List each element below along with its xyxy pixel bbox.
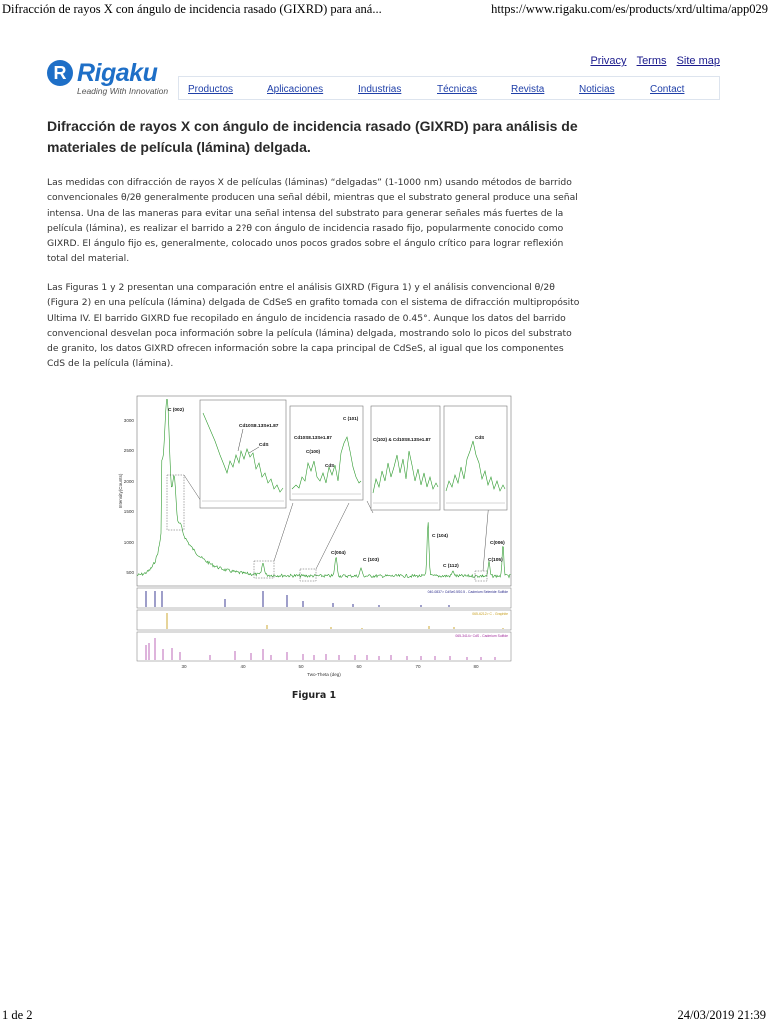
inset-b-label: Cd10S8.13Se1.87 — [294, 435, 332, 440]
x-tick: 70 — [415, 664, 421, 669]
nav-item-tecnicas[interactable]: Técnicas — [437, 84, 478, 95]
nav-item-productos[interactable]: Productos — [188, 84, 234, 95]
logo-mark-letter: R — [53, 63, 67, 83]
figure-caption: Figura 1 — [291, 690, 337, 701]
paragraph-intro: Las medidas con difracción de rayos X de películas (láminas) “delgadas” (1-1000 nm) usando métodos de barrido convencionales θ/2θ generalmente producen una señal débil, mientras que el substrato general produce una señal intensa. Una de las maneras para evitar una señal intensa del substrato para generar señales más fuertes de la película (lámina), es realizar el barrido a 2?θ con ángulo de incidencia rasado fijo, popularmente conocido como GIXRD. El ángulo fijo es, generalmente, colocado unos pocos grados sobre el ángulo crítico para lograr reflexión total del material. — [47, 177, 578, 265]
paragraph-comparison: Las Figuras 1 y 2 presentan una comparación entre el análisis GIXRD (Figura 1) y el análisis convencional θ/2θ (Figura 2) en una película (lámina) delgada de CdSeS en grafito tomada con el sistema de difracción multipropósito Ultima IV. El barrido GIXRD fue recopilado en ángulo de incidencia rasado de 0.45°. Aunque los datos del barrido convencional desvelan poca información sobre la película (lámina) delgada, mostrando solo lo picos del substrato de granito, los datos GIXRD ofrecen información sobre la capa principal de CdSeS, al igual que los componentes CdS de la película (lámina). — [47, 282, 580, 370]
peak-label-c105: C(105) — [488, 558, 503, 563]
x-tick: 80 — [473, 664, 479, 669]
inset-a — [200, 400, 286, 508]
print-page-title: Difracción de rayos X con ángulo de incidencia rasado (GIXRD) para aná... — [2, 2, 382, 16]
x-tick: 40 — [240, 664, 246, 669]
peak-label-c112: C (112) — [443, 564, 459, 569]
inset-b — [290, 406, 363, 500]
peak-label-c002: C (002) — [168, 408, 184, 413]
peak-label-c104: C (104) — [432, 534, 448, 539]
reference-patterns — [137, 588, 511, 661]
inset-a-label: Cd10S8.13Se1.87 — [239, 424, 279, 429]
inset-b-label: C(100) — [306, 449, 321, 454]
peak-label-c103: C (103) — [363, 558, 379, 563]
print-page-url: https://www.rigaku.com/es/products/xrd/ultima/app029 — [491, 2, 768, 16]
utility-links — [583, 55, 720, 67]
inset-a-label: CdS — [259, 443, 269, 448]
print-header — [0, 0, 768, 20]
logo-tagline: Leading With Innovation — [77, 86, 169, 96]
y-tick: 500 — [126, 570, 134, 575]
nav-item-noticias[interactable]: Noticias — [579, 84, 615, 95]
privacy-link[interactable]: Privacy — [590, 55, 627, 67]
x-tick: 30 — [181, 664, 187, 669]
nav-item-contact[interactable]: Contact — [650, 84, 685, 95]
ref-pattern-label-cds: 065-3414> CdS - Cadmium Sulfide — [455, 634, 508, 638]
inset-d — [444, 406, 507, 510]
nav-item-revista[interactable]: Revista — [511, 84, 545, 95]
peak-label-c004: C(004) — [331, 551, 346, 556]
inset-b-label: C (101) — [343, 416, 359, 421]
y-tick: 2500 — [123, 448, 134, 453]
y-tick: 3000 — [123, 418, 134, 423]
nav-item-aplicaciones[interactable]: Aplicaciones — [267, 84, 324, 95]
y-tick: 2000 — [123, 479, 134, 484]
article-title: Difracción de rayos X con ángulo de incidencia rasado (GIXRD) para análisis de materiales de película (lámina) delgada. — [47, 118, 578, 155]
inset-c — [371, 406, 440, 510]
rigaku-logo-icon — [47, 60, 73, 86]
nav-item-industrias[interactable]: Industrias — [358, 84, 402, 95]
print-date: 24/03/2019 21:39 — [677, 1008, 766, 1022]
ref-pattern-label-graphite: 065-6212> C - Graphite — [472, 612, 508, 616]
inset-b-label: CdS — [325, 463, 335, 468]
logo-wordmark: Rigaku — [77, 59, 158, 87]
y-tick: 1000 — [123, 540, 134, 545]
main-nav — [178, 76, 720, 100]
site-map-link[interactable]: Site map — [676, 55, 720, 67]
y-tick: 1500 — [123, 509, 134, 514]
inset-d-label: CdS — [475, 435, 485, 440]
x-tick: 60 — [356, 664, 362, 669]
y-axis-label: Intensity(Counts) — [118, 473, 123, 509]
x-axis-label: Two-Theta (deg) — [307, 672, 341, 677]
terms-link[interactable]: Terms — [636, 55, 667, 67]
figure-1-gixrd-pattern — [117, 393, 517, 679]
rigaku-logo[interactable] — [47, 58, 177, 100]
x-tick: 50 — [298, 664, 304, 669]
print-footer — [0, 1008, 768, 1024]
print-page-number: 1 de 2 — [2, 1008, 33, 1022]
ref-pattern-label-cdses: 040-0837> CdSe0.5S0.5 - Cadmium Selenide Sulfide — [427, 590, 508, 594]
peak-label-c006: C(006) — [490, 541, 505, 546]
inset-c-label: C(102) & Cd10S8.13Se1.87 — [373, 437, 431, 442]
